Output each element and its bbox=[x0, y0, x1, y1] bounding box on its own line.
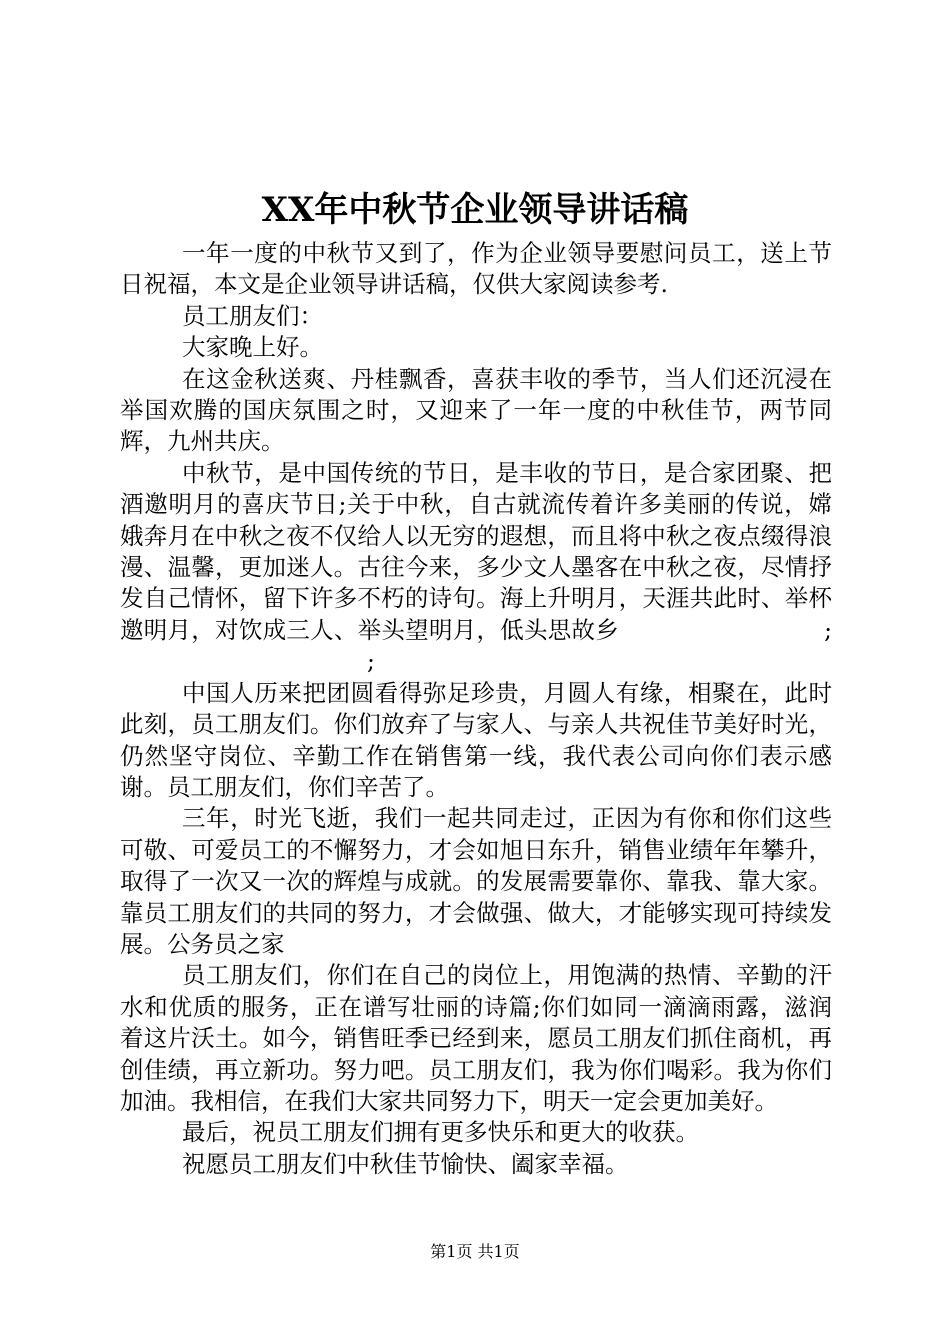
semicolon-mark: ; bbox=[824, 615, 832, 644]
paragraph-closing: 祝愿员工朋友们中秋佳节愉快、阖家幸福。 bbox=[182, 1149, 629, 1178]
document-title: XX年中秋节企业领导讲话稿 bbox=[261, 190, 689, 230]
paragraph-wishes: 最后，祝员工朋友们拥有更多快乐和更大的收获。 bbox=[182, 1118, 699, 1147]
paragraph-encouragement: 员工朋友们，你们在自己的岗位上，用饱满的热情、辛勤的汗水和优质的服务，正在谱写壮丽的诗篇;你们如同一滴滴雨露，滋润着这片沃土。如今，销售旺季已经到来，愿员工朋友们抓住商机，再创佳绩，再立新功。努力吧。员工朋友们，我为你们喝彩。我为你们加油。我相信，在我们大家共同努力下，明天一定会更加美好。 bbox=[120, 961, 832, 1115]
document-body bbox=[120, 238, 832, 1180]
paragraph-greeting-audience: 员工朋友们： bbox=[182, 301, 323, 330]
paragraph-reunion: 中国人历来把团圆看得弥足珍贵，月圆人有缘，相聚在，此时此刻，员工朋友们。你们放弃了与家人、与亲人共祝佳节美好时光，仍然坚守岗位、辛勤工作在销售第一线，我代表公司向你们表示感谢。员工朋友们，你们辛苦了。 bbox=[120, 678, 832, 801]
paragraph-season: 在这金秋送爽、丹桂飘香，喜获丰收的季节，当人们还沉浸在举国欢腾的国庆氛围之时，又迎来了一年一度的中秋佳节，两节同辉，九州共庆。 bbox=[120, 364, 832, 456]
semicolon-mark: ; bbox=[367, 647, 375, 676]
paragraph-intro: 一年一度的中秋节又到了，作为企业领导要慰问员工，送上节日祝福，本文是企业领导讲话稿，仅供大家阅读参考. bbox=[120, 239, 832, 299]
paragraph-festival-text: 中秋节，是中国传统的节日，是丰收的节日，是合家团聚、把酒邀明月的喜庆节日;关于中秋，自古就流传着许多美丽的传说，嫦娥奔月在中秋之夜不仅给人以无穷的遐想，而且将中秋之夜点缀得浪漫、温馨，更加迷人。古往今来，多少文人墨客在中秋之夜，尽情抒发自己情怀，留下许多不朽的诗句。海上升明月，天涯共此时、举杯邀明月，对饮成三人、举头望明月，低头思故乡 bbox=[120, 458, 832, 644]
page-number-footer: 第1页 共1页 bbox=[430, 1242, 520, 1261]
paragraph-festival bbox=[120, 458, 832, 678]
paragraph-greeting: 大家晚上好。 bbox=[182, 333, 323, 362]
paragraph-years: 三年，时光飞逝，我们一起共同走过，正因为有你和你们这些可敬、可爱员工的不懈努力，才会如旭日东升，销售业绩年年攀升，取得了一次又一次的辉煌与成就。的发展需要靠你、靠我、靠大家。靠员工朋友们的共同的努力，才会做强、做大，才能够实现可持续发展。公务员之家 bbox=[120, 804, 832, 958]
